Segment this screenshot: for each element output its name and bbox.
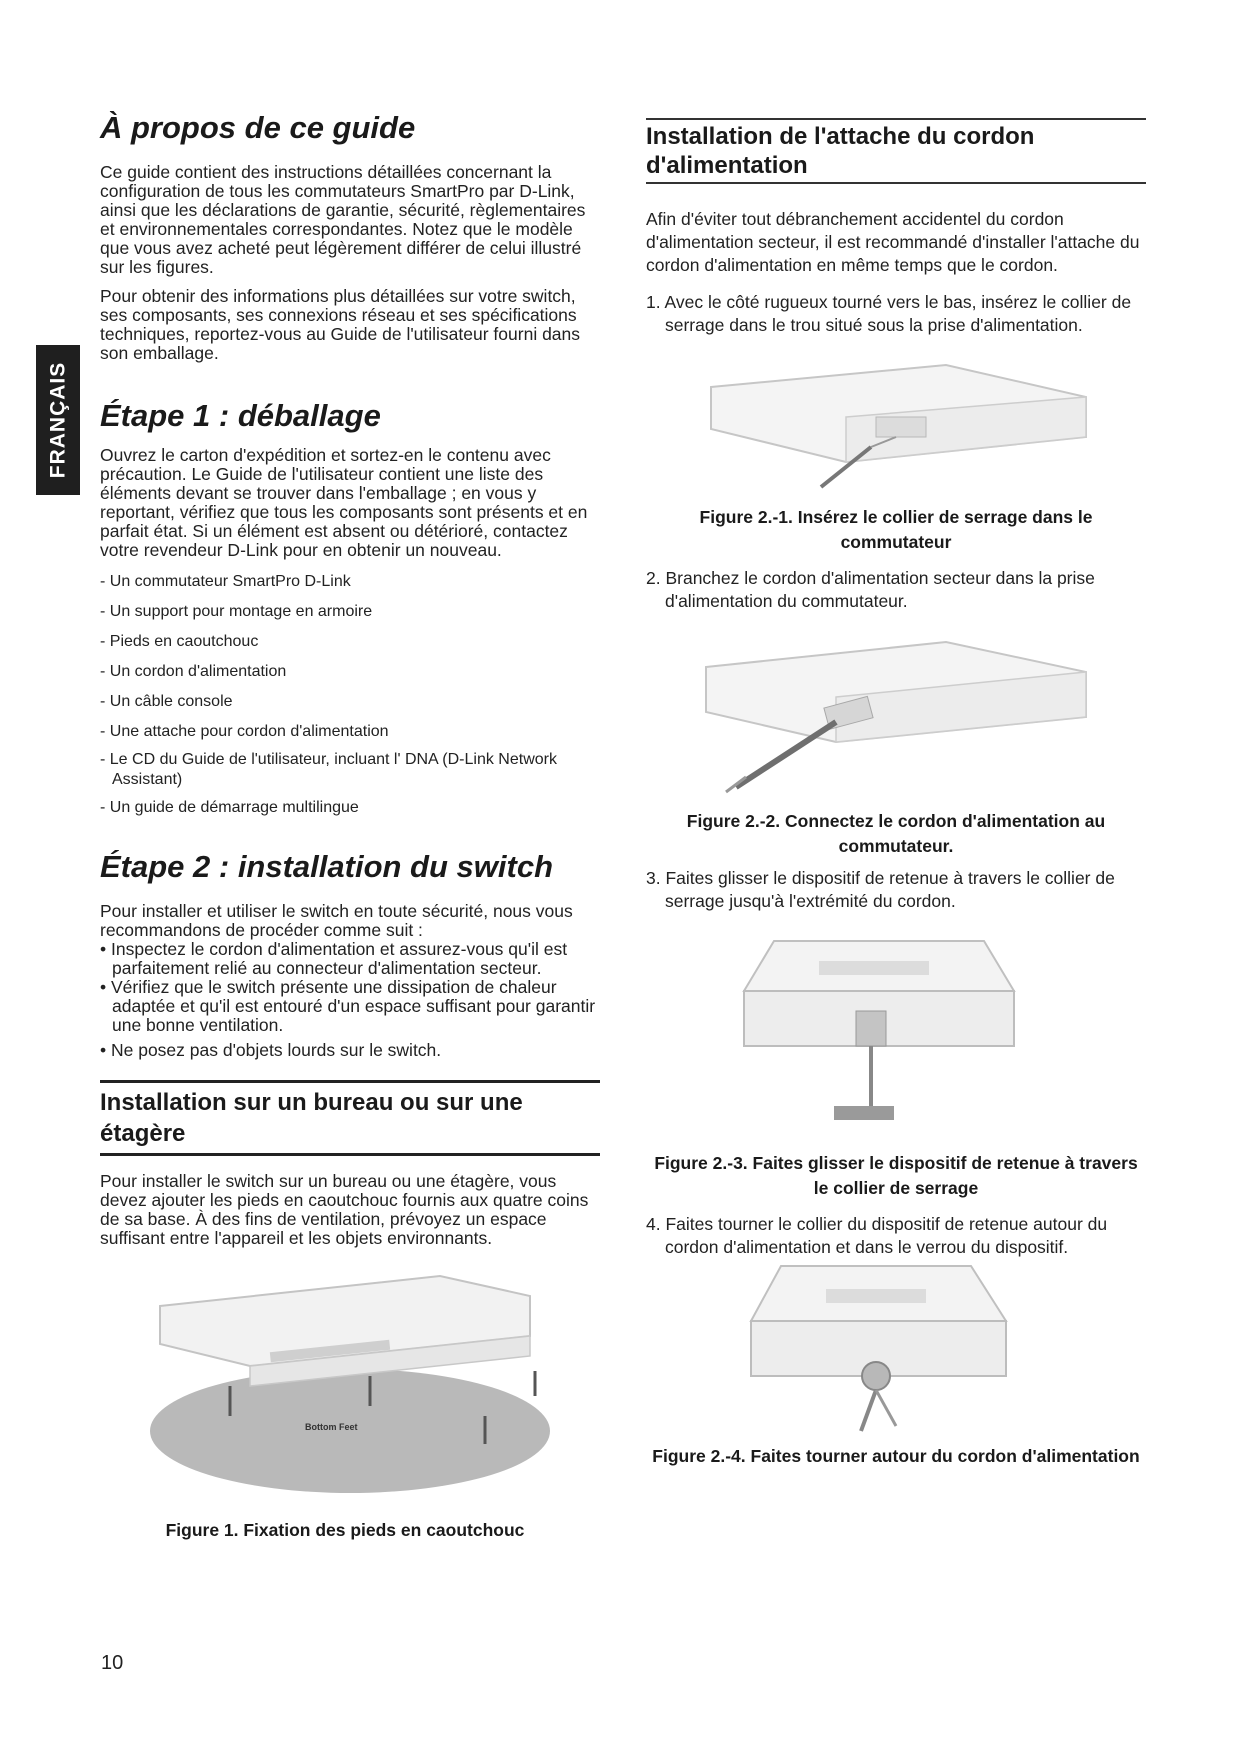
page-number: 10 — [101, 1652, 124, 1674]
instruction-step-1: 1. Avec le côté rugueux tourné vers le bas, insérez le collier de serrage dans le trou situé sous la prise d'alimentation. — [646, 292, 1132, 335]
step2-bullet-list — [100, 940, 600, 1060]
figure-2-2-connect-cord — [686, 637, 1106, 797]
language-tab-label: FRANÇAIS — [46, 361, 69, 479]
list-item: - Une attache pour cordon d'alimentation — [100, 723, 389, 740]
cord-tie-paragraph: Afin d'éviter tout débranchement accidentel du cordon d'alimentation secteur, il est recommandé d'installer l'attache du cordon d'alimentation en même temps que le cordon. — [646, 209, 1140, 275]
figure-2-2-caption: Figure 2.-2. Connectez le cordon d'alimentation au commutateur. — [686, 811, 1106, 856]
instruction-step-4: 4. Faites tourner le collier du dispositif de retenue autour du cordon d'alimentation et dans le verrou du dispositif. — [646, 1214, 1108, 1257]
list-item: - Un guide de démarrage multilingue — [100, 799, 359, 816]
step2-paragraph: Pour installer et utiliser le switch en toute sécurité, nous vous recommandons de procéder comme suit : — [100, 901, 573, 940]
figure-2-4-rotate-retainer — [746, 1261, 1026, 1436]
about-paragraph-2: Pour obtenir des informations plus détaillées sur votre switch, ses composants, ses connexions réseau et ses spécifications techniques, reportez-vous au Guide de l'utilisateur fourni dans son emballage. — [100, 286, 581, 363]
figure-1-rubber-feet — [140, 1266, 560, 1496]
instruction-step-2: 2. Branchez le cordon d'alimentation secteur dans la prise d'alimentation du commutateur. — [646, 568, 1095, 611]
cord-tie-title: Installation de l'attache du cordon d'alimentation — [646, 118, 1146, 184]
about-paragraph-1: Ce guide contient des instructions détaillées concernant la configuration de tous les commutateurs SmartPro par D-Link, ainsi que les déclarations de garantie, sécurité, règlementaires et environnementales correspondantes. Notez que le modèle que vous avez acheté peut légèrement différer de celui illustré sur les figures. — [100, 162, 586, 277]
figure-2-3-caption: Figure 2.-3. Faites glisser le dispositif de retenue à travers le collier de serrage — [654, 1153, 1138, 1198]
list-item: - Un commutateur SmartPro D-Link — [100, 573, 351, 590]
package-contents-list — [100, 572, 600, 822]
instruction-step-3: 3. Faites glisser le dispositif de retenue à travers le collier de serrage jusqu'à l'extrémité du cordon. — [646, 868, 1115, 911]
figure-1-label: Bottom Feet — [305, 1422, 358, 1432]
step1-title: Étape 1 : déballage — [100, 398, 381, 433]
about-title: À propos de ce guide — [100, 110, 416, 145]
list-item: - Le CD du Guide de l'utilisateur, incluant l' DNA (D-Link Network Assistant) — [100, 751, 557, 788]
desk-install-title: Installation sur un bureau ou sur une étagère — [100, 1080, 600, 1156]
figure-1-caption: Figure 1. Fixation des pieds en caoutchouc — [165, 1520, 525, 1540]
list-item: - Un cordon d'alimentation — [100, 663, 287, 680]
left-column — [100, 110, 600, 1543]
figure-2-3-slide-retainer — [734, 931, 1054, 1141]
step2-title: Étape 2 : installation du switch — [100, 849, 554, 884]
step1-paragraph: Ouvrez le carton d'expédition et sortez-en le contenu avec précaution. Le Guide de l'utilisateur contient une liste des éléments devant se trouver dans l'emballage ; en vous y reportant, vérifiez que tous les composants sont présents et en parfait état. Si un élément est absent ou détérioré, contactez votre revendeur D-Link pour en obtenir un nouveau. — [100, 445, 588, 560]
desk-install-paragraph: Pour installer le switch sur un bureau ou une étagère, vous devez ajouter les pieds en caoutchouc fournis aux quatre coins de sa base. À des fins de ventilation, prévoyez un espace suffisant entre l'appareil et les objets environnants. — [100, 1171, 589, 1248]
list-item: • Vérifiez que le switch présente une dissipation de chaleur adaptée et qu'il est entouré d'un espace suffisant pour garantir une bonne ventilation. — [100, 977, 596, 1035]
list-item: - Pieds en caoutchouc — [100, 633, 259, 650]
right-column — [646, 118, 1146, 1469]
figure-2-1-caption: Figure 2.-1. Insérez le collier de serrage dans le commutateur — [699, 507, 1093, 552]
language-tab — [36, 345, 80, 495]
list-item: • Inspectez le cordon d'alimentation et assurez-vous qu'il est parfaitement relié au connecteur d'alimentation secteur. — [100, 939, 568, 978]
figure-2-1-insert-tie — [696, 357, 1096, 497]
list-item: - Un câble console — [100, 693, 233, 710]
list-item: - Un support pour montage en armoire — [100, 603, 373, 620]
list-item: • Ne posez pas d'objets lourds sur le switch. — [100, 1040, 442, 1060]
figure-2-4-caption: Figure 2.-4. Faites tourner autour du cordon d'alimentation — [652, 1446, 1140, 1466]
